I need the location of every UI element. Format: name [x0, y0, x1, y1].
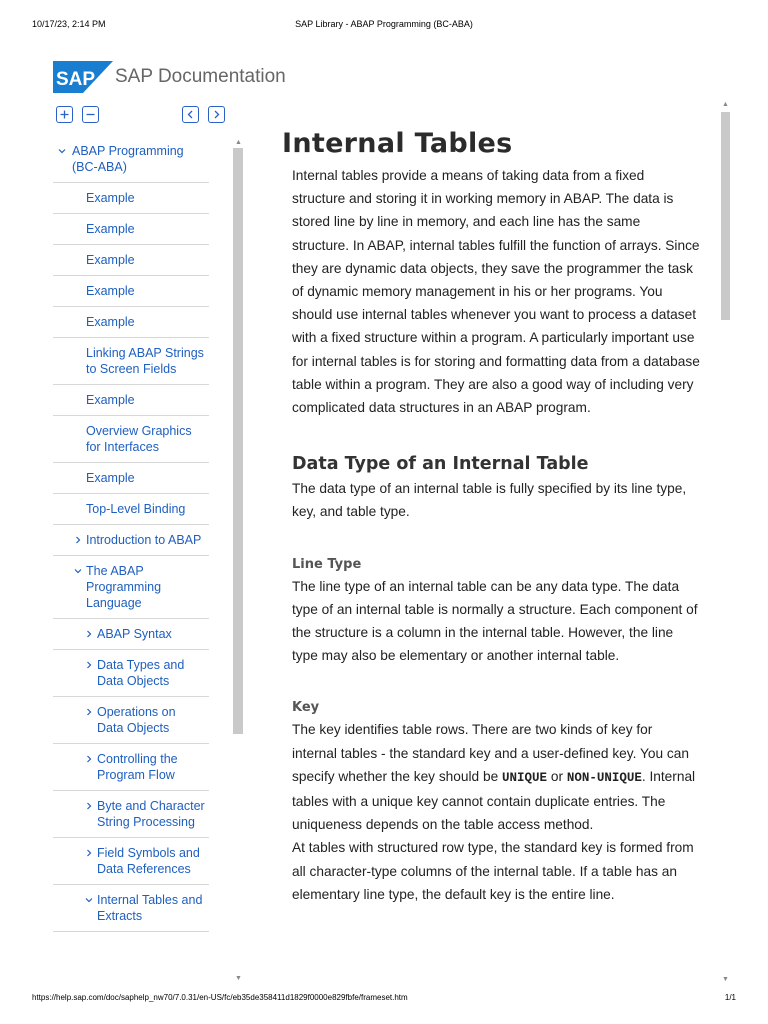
nav-item-abap-programming-language[interactable] — [53, 556, 209, 619]
line-type-heading: Line Type — [292, 556, 362, 572]
page-title: Internal Tables — [282, 128, 513, 159]
nav-item-label: ABAP Programming (BC-ABA) — [72, 144, 184, 174]
sidebar — [53, 136, 245, 986]
key-text-1: The key identifies table rows. There are two kinds of key for internal tables - the standard key and a user-defined key. You can specify whether the key should be — [292, 722, 689, 784]
nav-item-example[interactable] — [53, 463, 209, 494]
next-button[interactable] — [208, 106, 225, 123]
nav-item-label: Example — [86, 191, 135, 205]
nav-item-label: Overview Graphics for Interfaces — [86, 424, 192, 454]
nav-item-label: Field Symbols and Data References — [97, 846, 200, 876]
chevron-down-icon[interactable] — [84, 892, 93, 908]
print-header — [0, 19, 768, 33]
key-text-3: . Internal tables with a unique key cannot contain duplicate entries. The uniqueness depends on the table access method. — [292, 768, 696, 833]
nav-item-label: Top-Level Binding — [86, 502, 186, 516]
chevron-right-icon[interactable] — [84, 798, 93, 814]
nav-item-introduction-to-abap[interactable] — [53, 525, 209, 556]
nav-toolbar — [56, 106, 228, 124]
nav-item-abap-syntax[interactable] — [53, 619, 209, 650]
nav-item-example[interactable] — [53, 385, 209, 416]
nav-item-label: Example — [86, 393, 135, 407]
nav-item-label: Example — [86, 471, 135, 485]
chevron-right-icon[interactable] — [84, 845, 93, 861]
key-heading: Key — [292, 700, 320, 716]
collapse-all-button[interactable] — [82, 106, 99, 123]
nav-tree — [53, 136, 209, 932]
previous-button[interactable] — [182, 106, 199, 123]
nav-item-example[interactable] — [53, 307, 209, 338]
nav-item-label: The ABAP Programming Language — [86, 564, 162, 610]
print-url: https://help.sap.com/doc/saphelp_nw70/7.0.31/en-US/fc/eb35de358411d1829f0000e829fbfe/frameset.htm — [32, 993, 408, 1002]
line-type-paragraph: The line type of an internal table can be any data type. The data type of an internal table is normally a structure. Each component of the structure is a column in the internal table. However, the line type may also be elementary or another internal table. — [292, 578, 698, 664]
nav-item-label: Data Types and Data Objects — [97, 658, 185, 688]
nav-item-internal-tables-and-extracts[interactable] — [53, 885, 209, 932]
sap-logo — [53, 61, 113, 93]
section-paragraph: The data type of an internal table is fully specified by its line type, key, and table type. — [292, 481, 687, 520]
chevron-right-icon[interactable] — [84, 657, 93, 673]
brand[interactable] — [53, 60, 286, 94]
scroll-up-arrow-icon[interactable]: ▲ — [722, 100, 729, 108]
key-paragraph — [292, 718, 700, 836]
nav-item-label: Introduction to ABAP — [86, 533, 202, 547]
nav-item-example[interactable] — [53, 245, 209, 276]
nav-item-label: Operations on Data Objects — [97, 705, 176, 735]
key-text-2: or — [550, 768, 564, 784]
nav-item-label: Example — [86, 222, 135, 236]
chevron-down-icon[interactable] — [73, 563, 82, 579]
chevron-left-icon — [185, 109, 196, 120]
nav-item-label: ABAP Syntax — [97, 627, 172, 641]
nav-item-overview-graphics[interactable] — [53, 416, 209, 463]
scroll-up-arrow-icon[interactable]: ▲ — [235, 138, 242, 146]
chevron-right-icon[interactable] — [84, 751, 93, 767]
print-title: SAP Library - ABAP Programming (BC-ABA) — [295, 19, 473, 29]
nav-item-label: Controlling the Program Flow — [97, 752, 178, 782]
content-scrollbar-thumb[interactable] — [721, 112, 730, 320]
nav-item-controlling-program-flow[interactable] — [53, 744, 209, 791]
nav-item-linking-abap-strings[interactable] — [53, 338, 209, 385]
scroll-down-arrow-icon[interactable]: ▼ — [235, 974, 242, 982]
nav-item-label: Internal Tables and Extracts — [97, 893, 203, 923]
nav-item-data-types[interactable] — [53, 650, 209, 697]
nav-item-abap-programming[interactable] — [53, 136, 209, 183]
minus-icon — [85, 109, 96, 120]
code-non-unique: NON-UNIQUE — [566, 770, 642, 785]
nav-item-label: Example — [86, 284, 135, 298]
nav-item-example[interactable] — [53, 183, 209, 214]
chevron-down-icon[interactable] — [57, 143, 66, 159]
chevron-right-icon[interactable] — [73, 532, 82, 548]
nav-item-example[interactable] — [53, 214, 209, 245]
article — [282, 124, 700, 906]
plus-icon — [59, 109, 70, 120]
key-paragraph-2: At tables with structured row type, the standard key is formed from all character-type columns of the internal table. If a table has an elementary line type, the default key is the entire line. — [292, 840, 694, 902]
nav-item-label: Example — [86, 315, 135, 329]
nav-item-example[interactable] — [53, 276, 209, 307]
nav-item-byte-and-character-string[interactable] — [53, 791, 209, 838]
print-footer — [0, 993, 768, 1007]
nav-item-label: Byte and Character String Processing — [97, 799, 205, 829]
expand-all-button[interactable] — [56, 106, 73, 123]
nav-item-label: Example — [86, 253, 135, 267]
sidebar-scrollbar-thumb[interactable] — [233, 148, 243, 734]
nav-item-field-symbols[interactable] — [53, 838, 209, 885]
nav-item-label: Linking ABAP Strings to Screen Fields — [86, 346, 204, 376]
chevron-right-icon — [211, 109, 222, 120]
print-page-count: 1/1 — [724, 993, 736, 1002]
chevron-right-icon[interactable] — [84, 626, 93, 642]
scroll-down-arrow-icon[interactable]: ▼ — [722, 975, 729, 983]
sap-logo-text: SAP — [56, 69, 96, 90]
section-heading: Data Type of an Internal Table — [292, 454, 589, 475]
intro-paragraph: Internal tables provide a means of taking data from a fixed structure and storing it in working memory in ABAP. The data is stored line by line in memory, and each line has the same structure. In ABAP, internal tables fulfill the function of arrays. Since they are dynamic data objects, they save the programmer the task of dynamic memory management in his or her programs. You should use internal tables whenever you want to process a dataset with a fixed structure within a program. A particularly important use for internal tables is for storing and formatting data from a database table within a program. They are also a good way of including very complicated data structures in an ABAP program. — [292, 168, 700, 416]
print-date: 10/17/23, 2:14 PM — [32, 19, 106, 29]
code-unique: UNIQUE — [502, 770, 548, 785]
nav-item-operations-on-data-objects[interactable] — [53, 697, 209, 744]
nav-item-top-level-binding[interactable] — [53, 494, 209, 525]
brand-name: SAP Documentation — [115, 66, 286, 87]
chevron-right-icon[interactable] — [84, 704, 93, 720]
